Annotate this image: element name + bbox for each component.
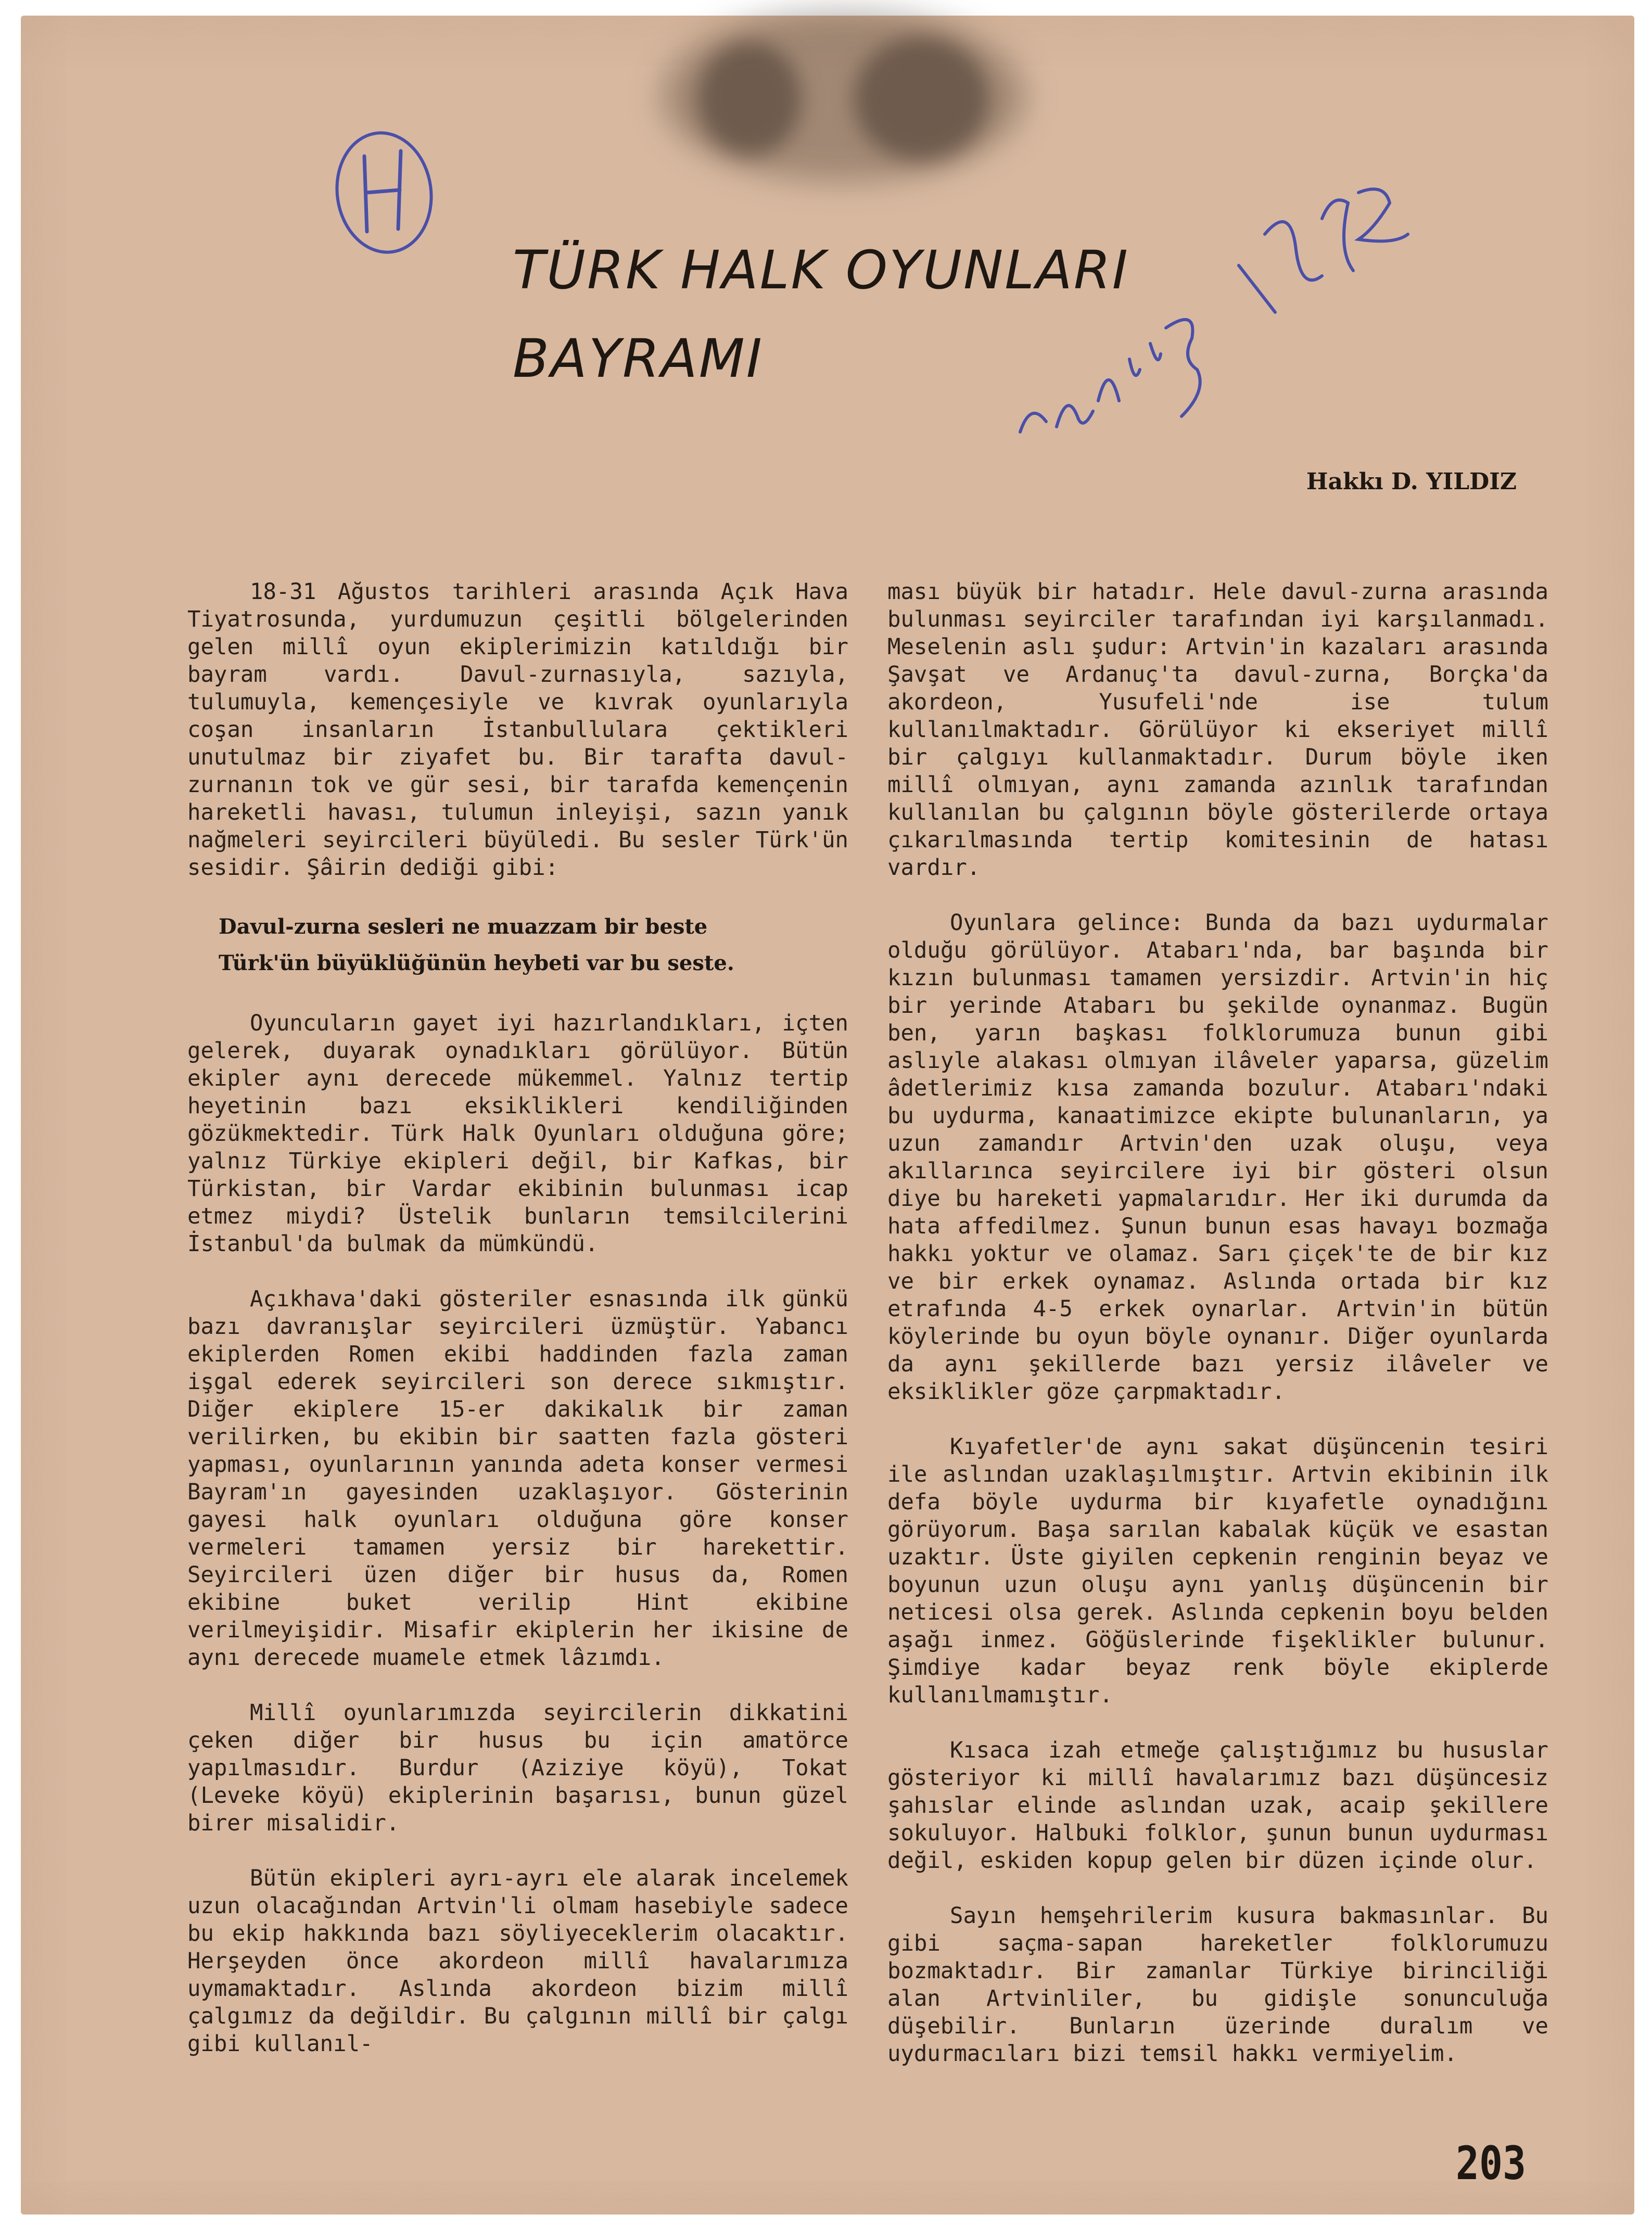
paragraph: Bütün ekipleri ayrı-ayrı ele alarak incelemek uzun olacağından Artvin'li olmam hasebiyle sadece bu ekip hakkında bazı söyliyeceklerim olacaktır. Herşeyden önce akordeon millî havalarımıza uymamaktadır. Aslında akordeon bizim millî çalgımız da değildir. Bu çalgının millî bir çalgı gibi kullanıl- [187,1865,848,2056]
verse-quote [187,909,848,982]
paragraph: Sayın hemşehrilerim kusura bakmasınlar. Bu gibi saçma-sapan hareketler folklorumuzu bozmaktadır. Bir zamanlar Türkiye birinciliği alan Artvinliler, bu gidişle sonunculuğa düşebilir. Bunların üzerinde duralım ve uydurmacıları bizi temsil hakkı vermiyelim. [887,1903,1548,2066]
verse-line: Türk'ün büyüklüğünün heybeti var bu seste. [219,951,734,975]
handwritten-circled-h [323,120,448,265]
paragraph: Oyunlara gelince: Bunda da bazı uydurmalar olduğu görülüyor. Atabarı'nda, bar başında bir kızın bulunması tamamen yersizdir. Artvin'in hiç bir yerinde Atabarı bu şekilde oynanmaz. Bugün ben, yarın başkası folklorumuza bunun gibi aslıyle alakası olmıyan ilâveler yaparsa, güzelim âdetlerimiz kısa zamanda bozulur. Atabarı'ndaki bu uydurma, kanaatimizce ekipte bulunanların, ya uzun zamandır Artvin'den uzak oluşu, veya akıllarınca seyircilere iyi bir gösteri olsun diye bu hareketi yapmalarıdır. Her iki durumda da hata affedilmez. Şunun bunun esas havayı bozmağa hakkı yoktur ve olamaz. Sarı çiçek'te de bir kız ve bir erkek oynamaz. Aslında ortada bir kız etrafında 4-5 erkek oynarlar. Artvin'in bütün köylerinde bu oyun böyle oynanır. Diğer oyunlarda da aynı şekillerde bazı yersiz ilâveler ve eksiklikler göze çarpmaktadır. [887,910,1548,1404]
paragraph: Kıyafetler'de aynı sakat düşüncenin tesiri ile aslından uzaklaşılmıştır. Artvin ekibinin ilk defa böyle uydurma bir kıyafetle oynadığını görüyorum. Başa sarılan kabalak küçük ve esastan uzaktır. Üste giyilen cepkenin renginin beyaz ve boyunun uzun oluşu aynı yanlış düşüncenin bir neticesi olsa gerek. Aslında cepkenin boyu belden aşağı inmez. Göğüslerinde fişeklikler bulunur. Şimdiye kadar beyaz renk böyle ekiplerde kullanılmamıştır. [887,1434,1548,1708]
handwritten-date-note [1010,297,1228,453]
right-column [887,578,1548,2067]
article-title-line2: BAYRAMI [513,328,764,390]
verse-line: Davul-zurna sesleri ne muazzam bir beste [219,914,708,939]
paragraph: Millî oyunlarımızda seyircilerin dikkatini çeken diğer bir husus bu için amatörce yapılmasıdır. Burdur (Aziziye köyü), Tokat (Leveke köyü) ekiplerinin başarısı, bunun güzel birer misalidir. [187,1700,848,1836]
article-title-line1: TÜRK HALK OYUNLARI [513,239,1129,301]
paper-stain [854,36,989,161]
paragraph: Kısaca izah etmeğe çalıştığımız bu hususlar gösteriyor ki millî havalarımız bazı düşüncesiz şahıslar elinde aslından uzak, acaip şekillere sokuluyor. Halbuki folklor, şunun bunun uydurması değil, eskiden kopup gelen bir düzen içinde olur. [887,1737,1548,1873]
left-column [187,578,848,2057]
paragraph: Oyuncuların gayet iyi hazırlandıkları, içten gelerek, duyarak oynadıkları görülüyor. Bütün ekipler aynı derecede mükemmel. Yalnız tertip heyetinin bazı eksiklikleri kendiliğinden gözükmektedir. Türk Halk Oyunları olduğuna göre; yalnız Türkiye ekipleri değil, bir Kafkas, bir Türkistan, bir Vardar ekibinin bulunması icap etmez miydi? Üstelik bunların temsilcilerini İstanbul'da bulmak da mümkündü. [187,1010,848,1256]
paragraph: 18-31 Ağustos tarihleri arasında Açık Hava Tiyatrosunda, yurdumuzun çeşitli bölgelerinden gelen millî oyun ekiplerimizin katıldığı bir bayram vardı. Davul-zurnasıyla, sazıyla, tulumuyla, kemençesiyle ve kıvrak oyunlarıyla coşan insanların İstanbullulara çektikleri unutulmaz bir ziyafet bu. Bir tarafta davul-zurnanın tok ve gür sesi, bir tarafda kemençenin hareketli havası, tulumun inleyişi, sazın yanık nağmeleri seyircileri büyüledi. Bu sesler Türk'ün sesidir. Şâirin dediği gibi: [187,579,848,880]
paragraph: ması büyük bir hatadır. Hele davul-zurna arasında bulunması seyirciler tarafından iyi karşılanmadı. Meselenin aslı şudur: Artvin'in kazaları arasında Şavşat ve Ardanuç'ta davul-zurna, Borçka'da akordeon, Yusufeli'nde ise tulum kullanılmaktadır. Görülüyor ki ekseriyet millî bir çalgıyı kullanmaktadır. Durum böyle iken millî olmıyan, aynı zamanda azınlık tarafından kullanılan bu çalgının böyle gösterilerde ortaya çıkarılmasında tertip komitesinin de hatası vardır. [887,579,1548,880]
handwritten-year-note [1228,172,1416,328]
page-number: 203 [1455,2136,1527,2190]
paper-stain [697,42,802,156]
author-byline: Hakkı D. YILDIZ [1306,468,1517,495]
paragraph: Açıkhava'daki gösteriler esnasında ilk günkü bazı davranışlar seyircileri üzmüştür. Yabancı ekiplerden Romen ekibi haddinden fazla zaman işgal ederek seyircileri son derece sıkmıştır. Diğer ekiplere 15-er dakikalık bir zaman verilirken, bu ekibin bir saatten fazla gösteri yapması, oyunlarının yanında adeta konser vermesi Bayram'ın gayesinden uzaklaşıyor. Gösterinin gayesi halk oyunları olduğuna göre konser vermeleri tamamen yersiz bir harekettir. Seyircileri üzen diğer bir husus da, Romen ekibine buket verilip Hint ekibine verilmeyişidir. Misafir ekiplerin her ikisine de aynı derecede muamele etmek lâzımdı. [187,1286,848,1670]
